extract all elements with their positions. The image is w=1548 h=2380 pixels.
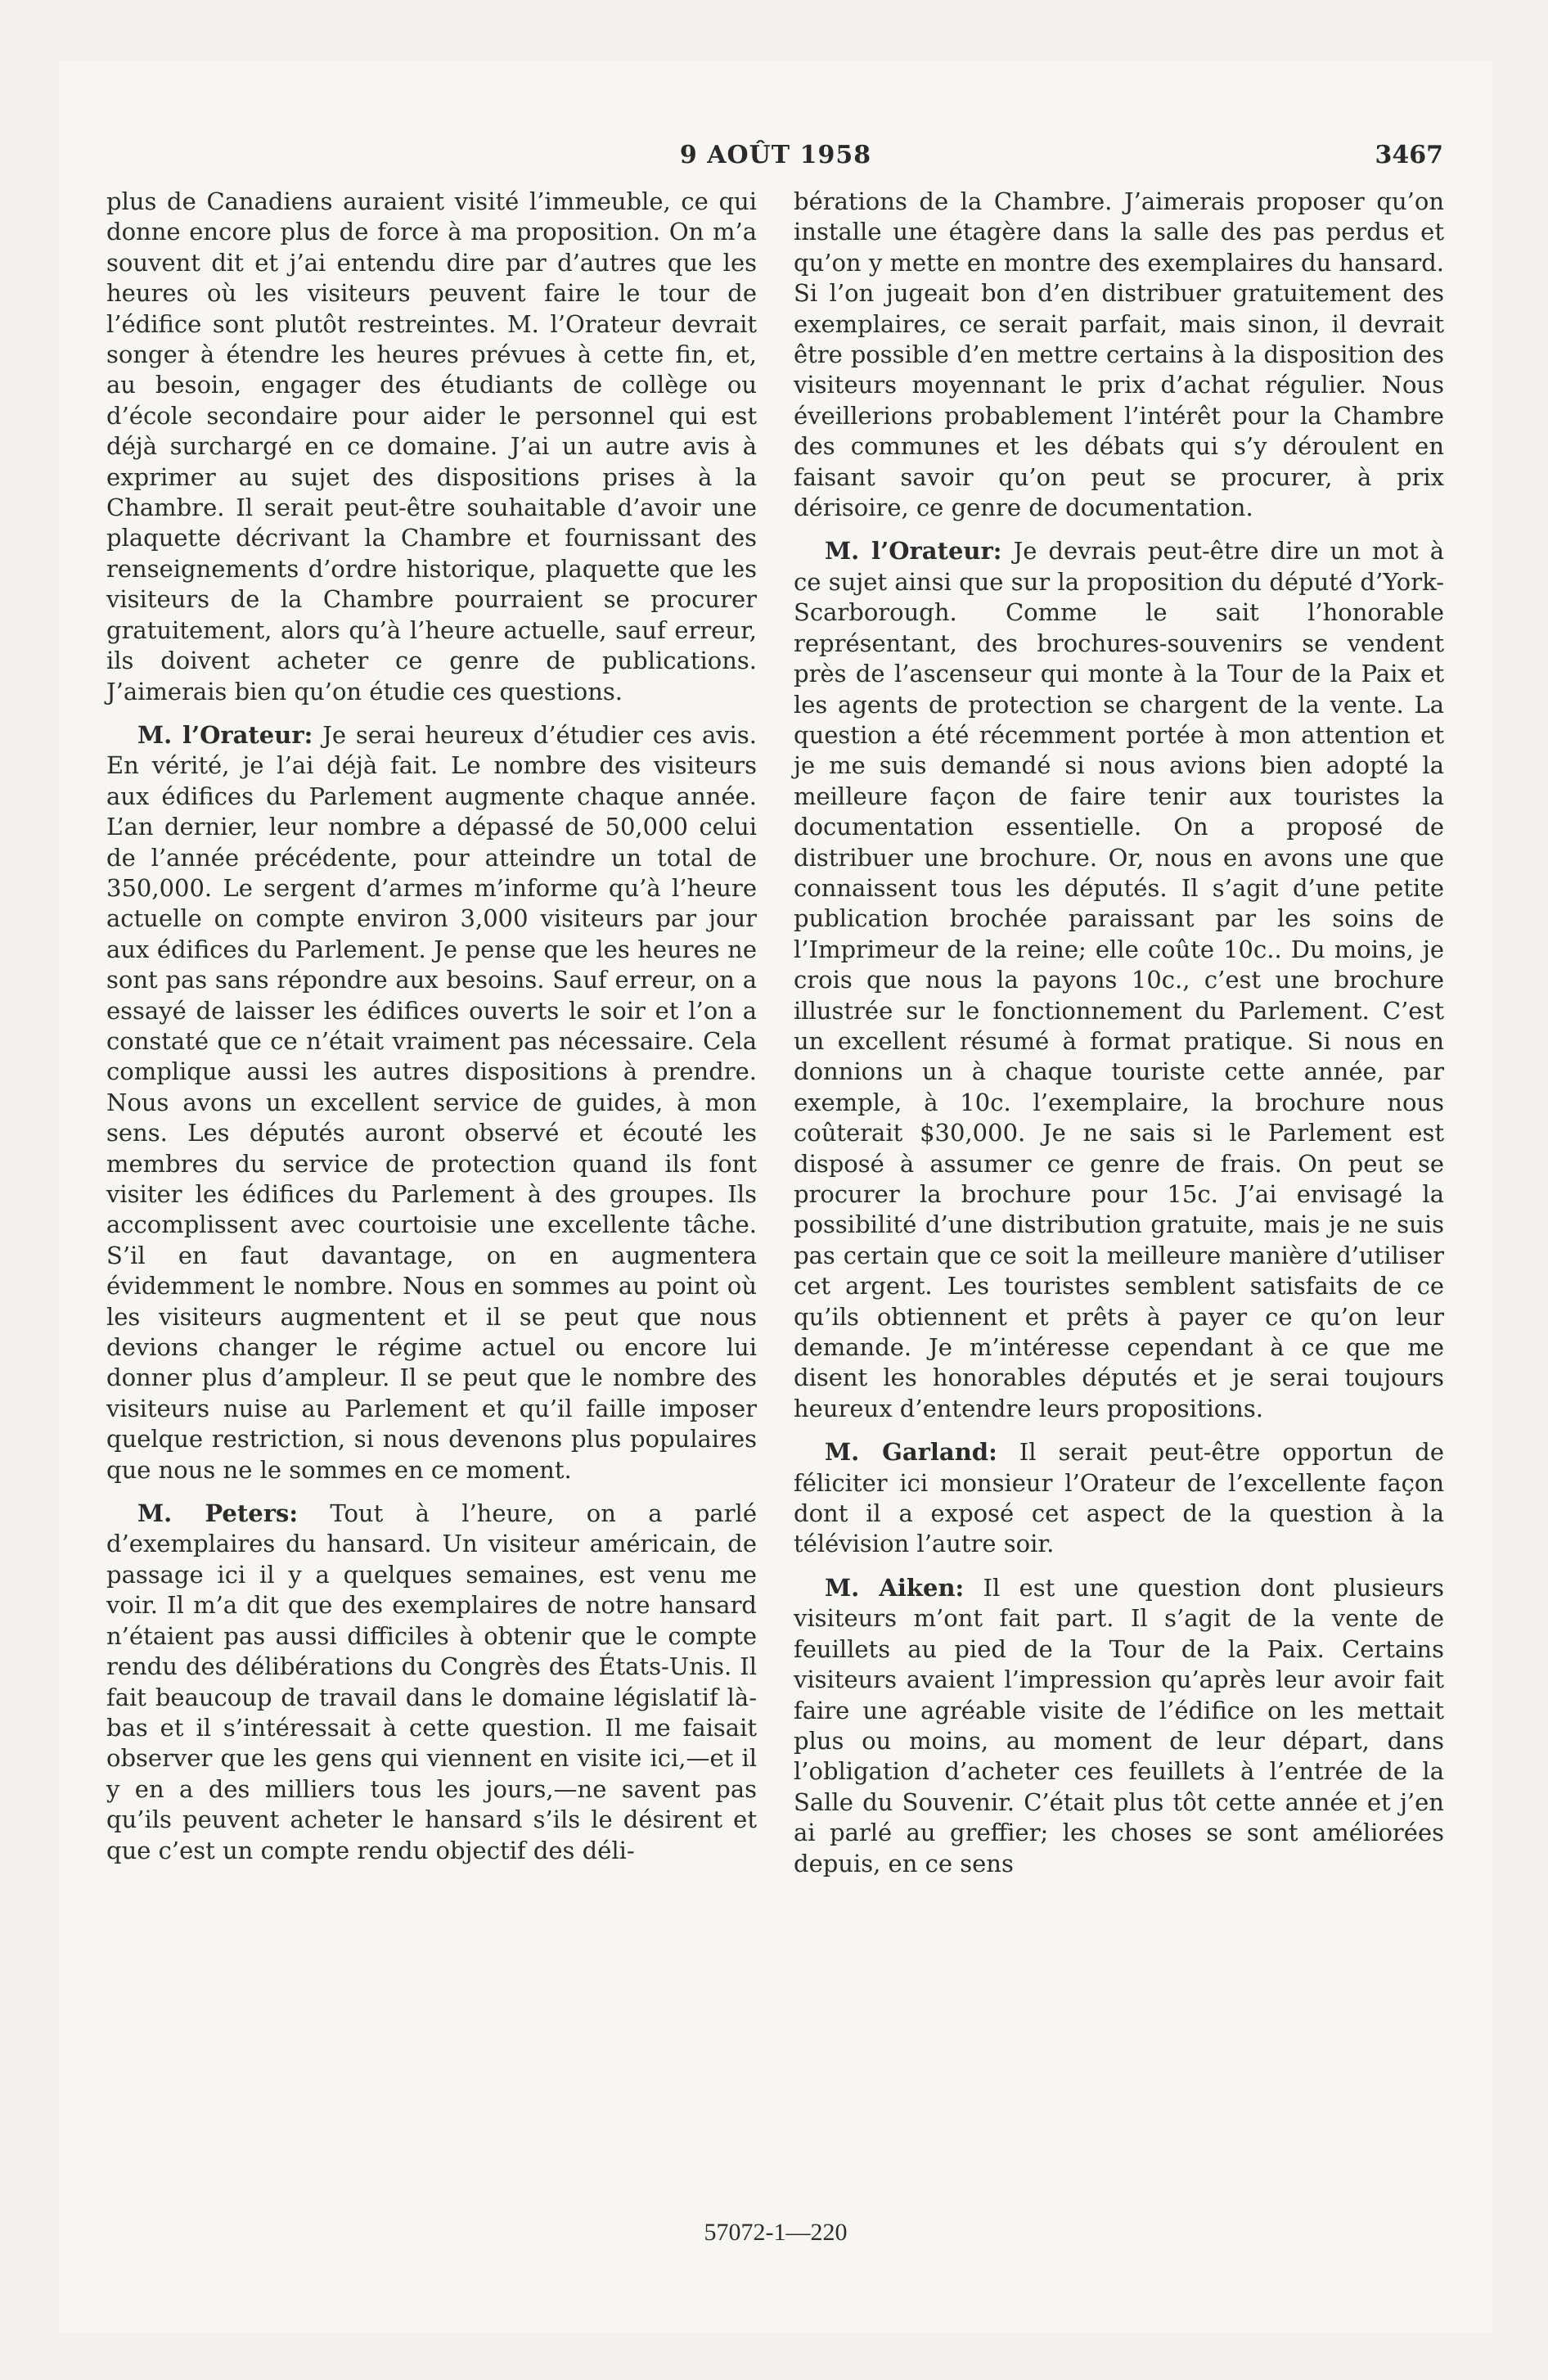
speech-text: Je devrais peut-être dire un mot à ce sujet ainsi que sur la proposition du député d’York-Scarborough. Comme le sait l’honorable représentant, des brochures-souvenirs se vendent près de l’ascenseur qui monte à la Tour de la Paix et les agents de protection se chargent de la vente. La question a été récemment portée à mon attention et je me suis demandé si nous avions bien adopté la meilleure façon de faire tenir aux touristes la documentation essentielle. On a proposé de distribuer une brochure. Or, nous en avons une que connaissent tous les députés. Il s’agit d’une petite publication brochée paraissant par les soins de l’Imprimeur de la reine; elle coûte 10c.. Du moins, je crois que nous la payons 10c., c’est une brochure illustrée sur le fonctionnement du Parlement. C’est un excellent résumé à format pratique. Si nous en donnions un à chaque touriste cette année, par exemple, à 10c. l’exemplaire, la brochure nous coûterait $30,000. Je ne sais si le Parlement est disposé à assumer ce genre de frais. On peut se procurer la brochure pour 15c. J’ai envisagé la possibilité d’une distribution gratuite, mais je ne suis pas certain que ce soit la meilleure manière d’utiliser cet argent. Les touristes semblent satisfaits de ce qu’ils obtiennent et prêts à payer ce qu’on leur demande. Je m’intéresse cependant à ce que me disent les honorables députés et je serai toujours heureux d’entendre leurs propositions. xyxy=(794,537,1444,1422)
speech-peters xyxy=(106,1499,757,1866)
paragraph-text: plus de Canadiens auraient visité l’immeuble, ce qui donne encore plus de force à ma proposition. On m’a souvent dit et j’ai entendu dire par d’autres que les heures où les visiteurs peuvent faire le tour de l’édifice sont plutôt restreintes. M. l’Orateur devrait songer à étendre les heures prévues à cette fin, et, au besoin, engager des étudiants de collège ou d’école secondaire pour aider le personnel qui est déjà surchargé en ce domaine. J’ai un autre avis à exprimer au sujet des dispositions prises à la Chambre. Il serait peut-être souhaitable d’avoir une plaquette décrivant la Chambre et fournissant des renseignements d’ordre historique, plaquette que les visiteurs de la Chambre pourraient se procurer gratuitement, alors qu’à l’heure actuelle, sauf erreur, ils doivent acheter ce genre de publications. J’aimerais bien qu’on étudie ces questions. xyxy=(106,187,757,705)
speaker-name: M. Peters: xyxy=(137,1499,299,1528)
speaker-name: M. l’Orateur: xyxy=(137,720,313,749)
left-column xyxy=(106,187,757,1879)
speech-garland xyxy=(794,1437,1444,1560)
speech-aiken xyxy=(794,1573,1444,1879)
header-date: 9 AOÛT 1958 xyxy=(679,141,872,169)
speaker-name: M. Garland: xyxy=(825,1438,997,1467)
speech-text: Il est une question dont plusieurs visiteurs m’ont fait part. Il s’agit de la vente de feuillets au pied de la Tour de la Paix. Certains visiteurs avaient l’impression qu’après leur avoir fait faire une agréable visite de l’édifice on les mettait plus ou moins, au moment de leur départ, dans l’obligation d’acheter ces feuillets à l’entrée de la Salle du Souvenir. C’était plus tôt cette année et j’en ai parlé au greffier; les choses se sont améliorées depuis, en ce sens xyxy=(794,1573,1444,1877)
paragraph-continuation xyxy=(106,187,757,707)
speaker-name: M. l’Orateur: xyxy=(825,537,1002,566)
page-footer-code: 57072-1—220 xyxy=(704,2219,848,2246)
speech-orateur xyxy=(106,720,757,1485)
speech-text: Tout à l’heure, on a parlé d’exemplaires du hansard. Un visiteur américain, de passage ici il y a quelques semaines, est venu me voir. Il m’a dit que des exemplaires de notre hansard n’étaient pas aussi difficiles à obtenir que le compte rendu des délibérations du Congrès des États-Unis. Il fait beaucoup de travail dans le domaine législatif là-bas et il s’intéressait à cette question. Il me faisait observer que les gens qui viennent en visite ici,—et il y en a des milliers tous les jours,—ne savent pas qu’ils peuvent acheter le hansard s’ils le désirent et que c’est un compte rendu objectif des déli- xyxy=(106,1499,757,1864)
speech-text: Je serai heureux d’étudier ces avis. En vérité, je l’ai déjà fait. Le nombre des visiteurs aux édifices du Parlement augmente chaque année. L’an dernier, leur nombre a dépassé de 50,000 celui de l’année précédente, pour atteindre un total de 350,000. Le sergent d’armes m’informe qu’à l’heure actuelle on compte environ 3,000 visiteurs par jour aux édifices du Parlement. Je pense que les heures ne sont pas sans répondre aux besoins. Sauf erreur, on a essayé de laisser les édifices ouverts le soir et l’on a constaté que ce n’était vraiment pas nécessaire. Cela complique aussi les autres dispositions à prendre. Nous avons un excellent service de guides, à mon sens. Les députés auront observé et écouté les membres du service de protection quand ils font visiter les édifices du Parlement à des groupes. Ils accomplissent avec courtoisie une excellente tâche. S’il en faut davantage, on en augmentera évidemment le nombre. Nous en sommes au point où les visiteurs augmentent et il se peut que nous devions changer le régime actuel ou encore lui donner plus d’ampleur. Il se peut que le nombre des visiteurs nuise au Parlement et qu’il faille imposer quelque restriction, si nous devenons plus populaires que nous ne le sommes en ce moment. xyxy=(106,720,757,1484)
paragraph-continuation xyxy=(794,187,1444,523)
speech-text: Il serait peut-être opportun de féliciter ici monsieur l’Orateur de l’excellente façon dont il a exposé cet aspect de la question à la télévision l’autre soir. xyxy=(794,1438,1444,1558)
paragraph-text: bérations de la Chambre. J’aimerais proposer qu’on installe une étagère dans la salle des pas perdus et qu’on y mette en montre des exemplaires du hansard. Si l’on jugeait bon d’en distribuer gratuitement des exemplaires, ce serait parfait, mais sinon, il devrait être possible d’en mettre certains à la disposition des visiteurs moyennant le prix d’achat régulier. Nous éveillerions probablement l’intérêt pour la Chambre des communes et les débats qui s’y déroulent en faisant savoir qu’on peut se procurer, à prix dérisoire, ce genre de documentation. xyxy=(794,187,1444,522)
page-header xyxy=(59,141,1492,174)
page-number: 3467 xyxy=(1375,141,1443,169)
speaker-name: M. Aiken: xyxy=(825,1573,965,1602)
hansard-page xyxy=(59,61,1492,2333)
speech-orateur xyxy=(794,536,1444,1424)
right-column xyxy=(794,187,1444,1892)
